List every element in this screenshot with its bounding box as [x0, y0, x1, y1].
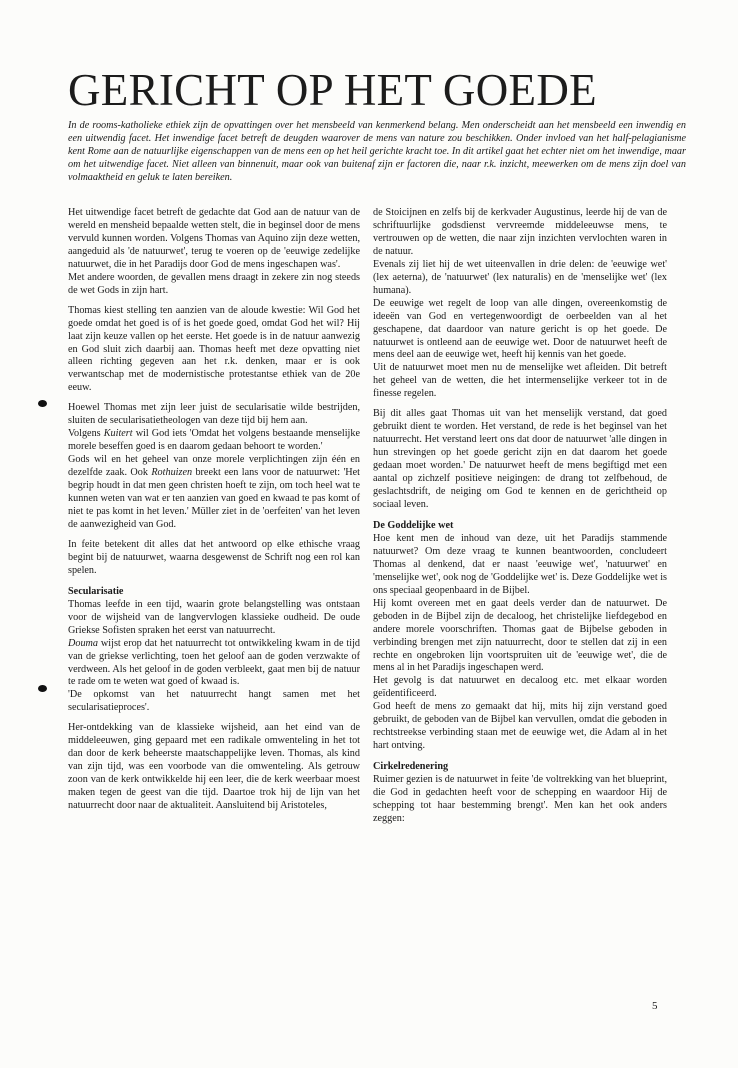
- author-name: Douma: [68, 637, 98, 649]
- punch-hole-mark: [38, 685, 47, 692]
- text-run: Gods wil en het geheel van onze morele verplichtingen zijn één en dezelfde zaak. Ook: [68, 454, 360, 479]
- paragraph: [68, 638, 360, 690]
- paragraph: Hoe kent men de inhoud van deze, uit het Paradijs stammende natuurwet? Om deze vraag te kunnen beantwoorden, concludeert Thomas al denkend, dat er naast 'eeuwige wet', 'natuurwet' en 'menselijke wet', ook nog de 'Goddelijke wet' is. Deze Goddelijke wet is ons speciaal geopenbaard in de Bijbel.: [373, 532, 667, 596]
- article-intro: In de rooms-katholieke ethiek zijn de opvattingen over het mensbeeld van kenmerkend belang. Men onderscheidt aan het mensbeeld een inwendig en een uitwendig facet. Het inwendige facet betreft de deugden waarover de mens van nature zou beschikken. Onder invloed van het half-pelagianisme kent Rome aan de natuurlijke eigenschappen van de mens een op het heil gerichte kracht toe. In dit artikel gaat het echter niet om het inwendige, maar om het uitwendige facet. Niet alleen van binnenuit, maar ook van buitenaf zijn er factoren die, naar r.k. inzicht, meewerken om de mens zijn doel van volmaaktheid en geluk te laten bereiken.: [68, 120, 686, 183]
- paragraph: De eeuwige wet regelt de loop van alle dingen, overeenkomstig de ideeën van God en vertegenwoordigt de oerbeelden van al het geschapene, dat daardoor van nature gericht is op het goede. De natuurwet is ontleend aan de eeuwige wet. Door de natuurwet heeft de mens deel aan de eeuwige wet, heeft hij kennis van het goede.: [373, 297, 667, 361]
- paragraph: de Stoicijnen en zelfs bij de kerkvader Augustinus, leerde hij de van de schriftuurlijke godsdienst vervreemde middeleeuwse mens, te vertrouwen op de wetten, die naar zijn inzichten vervlochten waren in de natuur.: [373, 207, 667, 257]
- paragraph: 'De opkomst van het natuurrecht hangt samen met het secularisatieproces'.: [68, 689, 360, 714]
- author-name: Kuitert: [103, 428, 133, 440]
- paragraph: Het uitwendige facet betreft de gedachte dat God aan de natuur van de wereld en mensheid bepaalde wetten stelt, die in beginsel door de mens vervuld kunnen worden. Volgens Thomas van Aquino zijn deze wetten, aangeduid als 'de natuurwet', terug te voeren op de 'eeuwige zedelijke natuurwet, die in het Paradijs door God de mens ingeschapen was'.: [68, 207, 360, 270]
- paragraph: Evenals zij liet hij de wet uiteenvallen in drie delen: de 'eeuwige wet' (lex aeterna), de 'natuurwet' (lex naturalis) en de 'menselijke wet' (lex humana).: [373, 258, 667, 296]
- page-number: 5: [652, 1000, 658, 1012]
- text-run: wil God iets 'Omdat het volgens bestaande menselijke morele beseffen goed is en daarom gedaan behoort te worden.': [68, 428, 360, 453]
- author-name: Rothuizen: [151, 467, 193, 479]
- paragraph: Het gevolg is dat natuurwet en decaloog etc. met elkaar worden geïdentificeerd.: [373, 675, 667, 700]
- text-run: breekt een lans voor de natuurwet: 'Het begrip houdt in dat men geen christen hoeft te zijn, om toch heel wat te kunnen weten van wat er ten aanzien van goed en kwaad te pas komt of niet te pas komt in het leven.' Müller ziet in de 'oerfeiten' van het leven de aanwezigheid van God.: [68, 467, 360, 530]
- right-column: [373, 207, 667, 826]
- text-run: Volgens: [68, 428, 104, 440]
- paragraph: Thomas kiest stelling ten aanzien van de aloude kwestie: Wil God het goede omdat het goed is of is het goede goed, omdat God het wil? Hij laat zijn keuze vallen op het eerste. Het goede is in de natuur aanwezig en God sluit zich daarbij aan. Thomas heeft met deze opvatting niet alleen richting gegeven aan het r.k. denken, maar er is ook verwantschap met de modernistische protestantse ethiek van de 20e eeuw.: [68, 304, 360, 394]
- paragraph: Thomas leefde in een tijd, waarin grote belangstelling was ontstaan voor de wijsheid van de langvervlogen klassieke oudheid. De oude Griekse Sofisten spraken het eerst van natuurrecht.: [68, 598, 360, 636]
- paragraph: Hoewel Thomas met zijn leer juist de secularisatie wilde bestrijden, sluiten de secularisatietheologen van deze tijd bij hem aan.: [68, 402, 360, 427]
- punch-hole-mark: [38, 400, 47, 407]
- paragraph: God heeft de mens zo gemaakt dat hij, mits hij zijn verstand goed gebruikt, de geboden van de Bijbel kan vervullen, omdat die geboden in rechtstreekse verbinding staan met de eeuwige wet, die Adam al in het hart ontving.: [373, 701, 667, 752]
- paragraph: Her-ontdekking van de klassieke wijsheid, aan het eind van de middeleeuwen, ging gepaard met een radikale omwenteling in het tot dan door de kerk beheerste maatschappelijke leven. Thomas, als kind van zijn tijd, was een voorbode van die omwenteling. Als getrouw zoon van de kerk ontwikkelde hij een leer, die de kerk weerbaar moest maken tegen de geest van die tijd. Daartoe trok hij de lijn van het natuurrecht door naar de aktualiteit. Aansluitend bij Aristoteles,: [68, 722, 360, 812]
- section-heading-cirkelredenering: Cirkelredenering: [373, 761, 449, 773]
- paragraph: [68, 454, 360, 532]
- section-heading-secularisatie: Secularisatie: [68, 585, 124, 597]
- paragraph: Bij dit alles gaat Thomas uit van het menselijk verstand, dat goed gebruikt dient te worden. Het verstand, de rede is het beginsel van het natuurrecht. Het verstand leert ons dat door de natuurwet 'alle dingen in hun strevingen op het goede gericht zijn en dat daarom het goede gedaan moet worden.' De natuurwet heeft de mens begiftigd met een aantal op zichzelf positieve neigingen: de drang tot zelfbehoud, de geslachtsdrift, de neiging om God te kennen en de gerichtheid op sociaal leven.: [373, 408, 667, 510]
- left-column: [68, 207, 360, 820]
- paragraph: Hij komt overeen met en gaat deels verder dan de natuurwet. De geboden in de Bijbel zijn de decaloog, het christelijke liefdegebod en andere morele voorschriften. Thomas gaat de Bijbelse geboden in verbinding brengen met zijn natuurrecht, door te stellen dat zij in een rechte en ongebroken lijn voortspruiten uit de 'eeuwige wet', die de mens al in het Paradijs ingeschapen werd.: [373, 597, 667, 674]
- paragraph: Ruimer gezien is de natuurwet in feite 'de voltrekking van het blueprint, die God in gedachten heeft voor de schepping en waardoor Hij de schepping tot haar bestemming brengt'. Men kan het ook anders zeggen:: [373, 774, 667, 824]
- text-run: wijst erop dat het natuurrecht tot ontwikkeling kwam in de tijd van de griekse verlichting, toen het geloof aan de goden verzwakte of verdween. Als het geloof in de goden verbleekt, gaat men bij de natuur te rade om te weten wat goed of kwaad is.: [68, 637, 360, 688]
- paragraph: Met andere woorden, de gevallen mens draagt in zekere zin nog steeds de wet Gods in zijn hart.: [68, 271, 360, 296]
- section-heading-goddelijke-wet: De Goddelijke wet: [373, 519, 454, 531]
- paragraph: In feite betekent dit alles dat het antwoord op elke ethische vraag begint bij de natuurwet, waarna desgewenst de Schrift nog een rol kan spelen.: [68, 538, 360, 576]
- paragraph: Uit de natuurwet moet men nu de menselijke wet afleiden. Dit betreft het geheel van de wetten, die het intermenselijke verkeer tot in de finesse regelen.: [373, 362, 667, 400]
- paragraph: [68, 428, 360, 454]
- article-title: GERICHT OP HET GOEDE: [68, 65, 597, 115]
